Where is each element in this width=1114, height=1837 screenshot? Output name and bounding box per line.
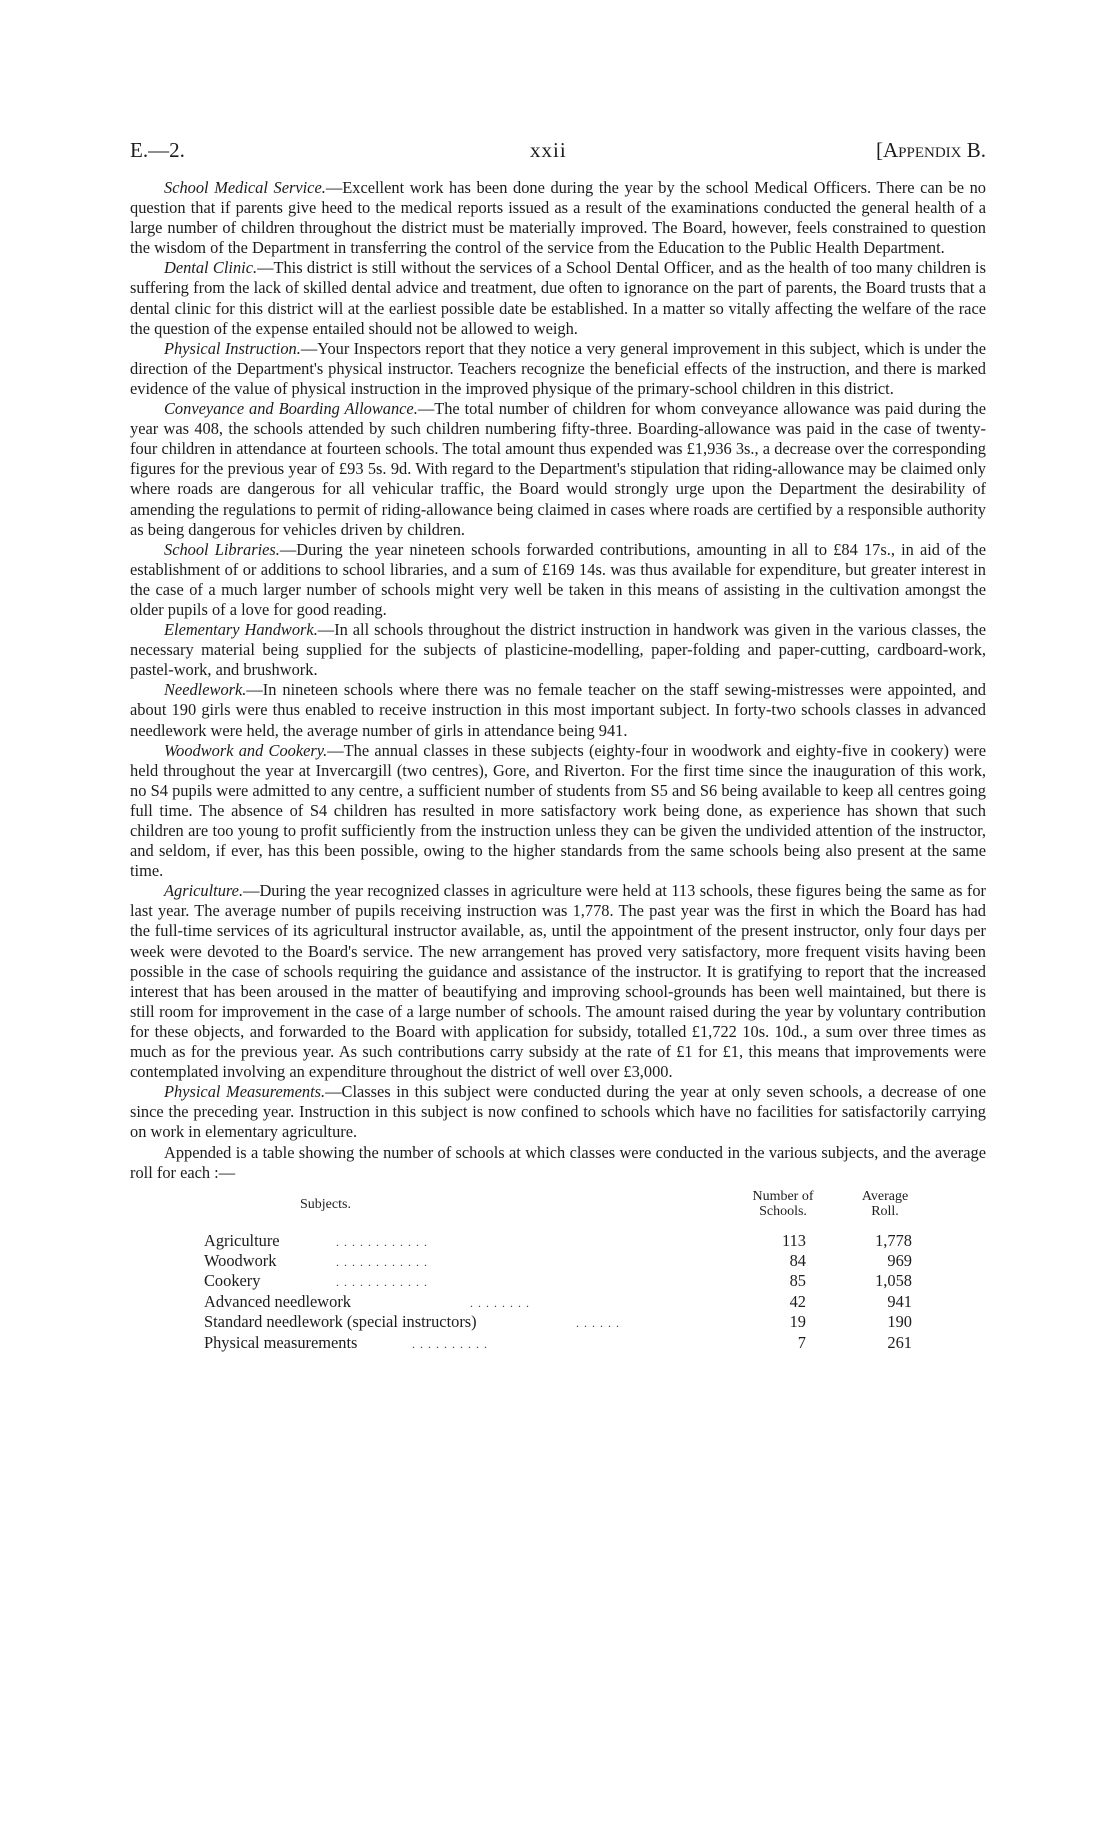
- header-line: Roll.: [871, 1203, 899, 1219]
- row-subject: Standard needlework (special instructors): [204, 1312, 477, 1332]
- row-average-roll: 190: [887, 1312, 912, 1332]
- paragraph-text: —This district is still without the services of a School Dental Officer, and as the health of too many children is suffering from the lack of skilled dental advice and treatment, due often to ignorance on the part of parents, the Board trusts that a dental clinic for this district will at the earliest possible date be established. In a matter so vitally affecting the welfare of the race the question of the expense entailed should not be allowed to weigh.: [130, 258, 986, 338]
- table-header: [130, 1187, 986, 1231]
- paragraph-text: —Your Inspectors report that they notice a very general improvement in this subject, which is under the direction of the Department's physical instructor. Teachers recognize the beneficial effects of the instruction, and there is marked evidence of the value of physical instruction in the improved physique of the primary-school children in this district.: [130, 338, 986, 398]
- table-row: [130, 1312, 986, 1332]
- document-page: [130, 138, 986, 1353]
- paragraph-school-libraries: [130, 540, 986, 620]
- paragraph-text: —Classes in this subject were conducted during the year at only seven schools, a decrease of one since the preceding year. Instruction in this subject is now confined to schools which have no facilities for satisfactorily carrying on work in elementary agriculture.: [130, 1082, 986, 1142]
- paragraph-heading: Elementary Handwork.: [164, 620, 318, 640]
- paragraph-elementary-handwork: [130, 620, 986, 680]
- paragraph-text: —The annual classes in these subjects (eighty-four in woodwork and eighty-five in cookery) were held throughout the year at Invercargill (two centres), Gore, and Riverton. For the first time since the inauguration of this work, no S4 pupils were admitted to any centre, a sufficient number of students from S5 and S6 being available to keep all centres going full time. The absence of S4 children has resulted in more satisfactory work being done, as experience has shown that such children are too young to profit sufficiently from the instruction unless they can be given the undivided attention of the instructor, and seldom, if ever, has this been possible, owing to the higher standards from the same schools being also present at the same time.: [130, 740, 986, 881]
- row-number-of-schools: 84: [789, 1251, 806, 1271]
- table-row: [130, 1292, 986, 1312]
- paragraph-agriculture: [130, 881, 986, 1082]
- subjects-table: [130, 1187, 986, 1353]
- row-leader-dots: . . . . . . . .: [470, 1295, 530, 1310]
- paragraph-heading: Dental Clinic.: [164, 258, 258, 278]
- table-row: [130, 1231, 986, 1251]
- row-leader-dots: . . . . . . . . . .: [412, 1336, 488, 1351]
- column-header-number-of-schools: [738, 1189, 828, 1219]
- row-subject: Woodwork: [204, 1251, 277, 1271]
- table-row: [130, 1333, 986, 1353]
- header-line: Schools.: [759, 1203, 807, 1219]
- row-leader-dots: . . . . . . . . . . . .: [336, 1255, 428, 1270]
- paragraph-physical-measurements: [130, 1082, 986, 1142]
- row-number-of-schools: 19: [789, 1312, 806, 1332]
- header-line: Number of: [752, 1188, 814, 1204]
- paragraph-physical-instruction: [130, 339, 986, 399]
- page-header: [130, 138, 986, 178]
- row-leader-dots: . . . . . . . . . . . .: [336, 1275, 428, 1290]
- paragraph-conveyance-boarding: [130, 399, 986, 540]
- table-row: [130, 1271, 986, 1291]
- paragraph-woodwork-cookery: [130, 741, 986, 882]
- paragraph-table-intro: [130, 1143, 986, 1183]
- row-number-of-schools: 113: [782, 1230, 806, 1250]
- paragraph-text: —In nineteen schools where there was no female teacher on the staff sewing-mistresses were appointed, and about 190 girls were thus enabled to receive instruction in this most important subject. In forty-two schools classes in advanced needlework were held, the average number of girls in attendance being 941.: [130, 680, 986, 740]
- paragraph-heading: Physical Instruction.: [164, 338, 301, 358]
- paragraph-heading: Physical Measurements.: [164, 1082, 326, 1102]
- row-subject: Physical measurements: [204, 1332, 358, 1352]
- row-number-of-schools: 7: [797, 1332, 806, 1352]
- table-row: [130, 1251, 986, 1271]
- row-subject: Agriculture: [204, 1230, 280, 1250]
- paragraph-text: —The total number of children for whom conveyance allowance was paid during the year was 408, the schools attended by such children numbering fifty-three. Boarding-allowance was paid in the case of twenty-four children in attendance at fourteen schools. The total amount thus expended was £1,936 3s., a decrease over the corresponding figures for the previous year of £93 5s. 9d. With regard to the Department's stipulation that riding-allowance may be claimed only where roads are dangerous for all vehicular traffic, the Board would strongly urge upon the Department the desirability of amending the regulations to permit of riding-allowance being claimed in cases where roads are certified by a responsible authority as being dangerous for vehicles driven by children.: [130, 399, 986, 539]
- row-leader-dots: . . . . . . . . . . . .: [336, 1234, 428, 1249]
- header-appendix: [Appendix B.: [875, 138, 986, 162]
- column-header-subjects: Subjects.: [300, 1196, 351, 1212]
- paragraph-heading: Conveyance and Boarding Allowance.: [164, 399, 418, 419]
- page-number: xxii: [530, 138, 567, 162]
- paragraph-heading: Woodwork and Cookery.: [164, 740, 328, 760]
- paragraph-text: Appended is a table showing the number of schools at which classes were conducted in the various subjects, and the average roll for each :—: [130, 1142, 986, 1182]
- row-leader-dots: . . . . . .: [576, 1316, 620, 1331]
- paragraph-needlework: [130, 680, 986, 740]
- row-average-roll: 261: [887, 1332, 912, 1352]
- paragraph-heading: School Libraries.: [164, 539, 280, 559]
- row-average-roll: 941: [887, 1291, 912, 1311]
- paragraph-text: —During the year recognized classes in agriculture were held at 113 schools, these figures being the same as for last year. The average number of pupils receiving instruction was 1,778. The past year was the first in which the Board has had the full-time services of its agricultural instructor available, as, until the appointment of the present instructor, only four days per week were devoted to the Board's service. The new arrangement has proved very satisfactory, more frequent visits having been possible in the case of schools requiring the guidance and assistance of the instructor. It is gratifying to report that the increased interest that has been aroused in the matter of beautifying and improving school-grounds has been well maintained, but there is still room for improvement in the case of a large number of schools. The amount raised during the year by voluntary contribution for these objects, and forwarded to the Board with application for subsidy, totalled £1,722 10s. 10d., a sum over three times as much as for the previous year. As such contributions carry subsidy at the rate of £1 for £1, this means that improvements were contemplated involving an expenditure throughout the district of well over £3,000.: [130, 881, 986, 1082]
- row-average-roll: 1,778: [875, 1230, 912, 1250]
- paragraph-heading: School Medical Service.: [164, 178, 326, 197]
- paragraph-heading: Agriculture.: [164, 881, 244, 901]
- row-subject: Cookery: [204, 1271, 261, 1291]
- paragraph-text: —In all schools throughout the district instruction in handwork was given in the various classes, the necessary material being supplied for the subjects of plasticine-modelling, paper-folding and paper-cutting, cardboard-work, pastel-work, and brushwork.: [130, 620, 986, 680]
- paragraph-text: —Excellent work has been done during the year by the school Medical Officers. There can be no question that if parents give heed to the medical reports issued as a result of the examinations conducted the general health of a large number of children throughout the district must be materially improved. The Board, however, feels constrained to question the wisdom of the Department in transferring the control of the service from the Education to the Public Health Department.: [130, 178, 986, 258]
- column-header-average-roll: [840, 1189, 930, 1219]
- paragraph-school-medical-service: [130, 178, 986, 258]
- row-average-roll: 1,058: [875, 1271, 912, 1291]
- paragraph-heading: Needlework.: [164, 680, 247, 700]
- header-reference: E.—2.: [130, 138, 185, 162]
- row-number-of-schools: 42: [789, 1291, 806, 1311]
- header-line: Average: [861, 1188, 909, 1204]
- row-subject: Advanced needlework: [204, 1291, 351, 1311]
- paragraph-text: —During the year nineteen schools forwarded contributions, amounting in all to £84 17s., in aid of the establishment of or additions to school libraries, and a sum of £169 14s. was thus available for expenditure, but greater interest in the case of a much larger number of schools might very well be taken in this means of assisting in the cultivation amongst the older pupils of a love for good reading.: [130, 539, 986, 619]
- row-average-roll: 969: [887, 1251, 912, 1271]
- paragraph-dental-clinic: [130, 258, 986, 338]
- body-text: [130, 178, 986, 1183]
- row-number-of-schools: 85: [789, 1271, 806, 1291]
